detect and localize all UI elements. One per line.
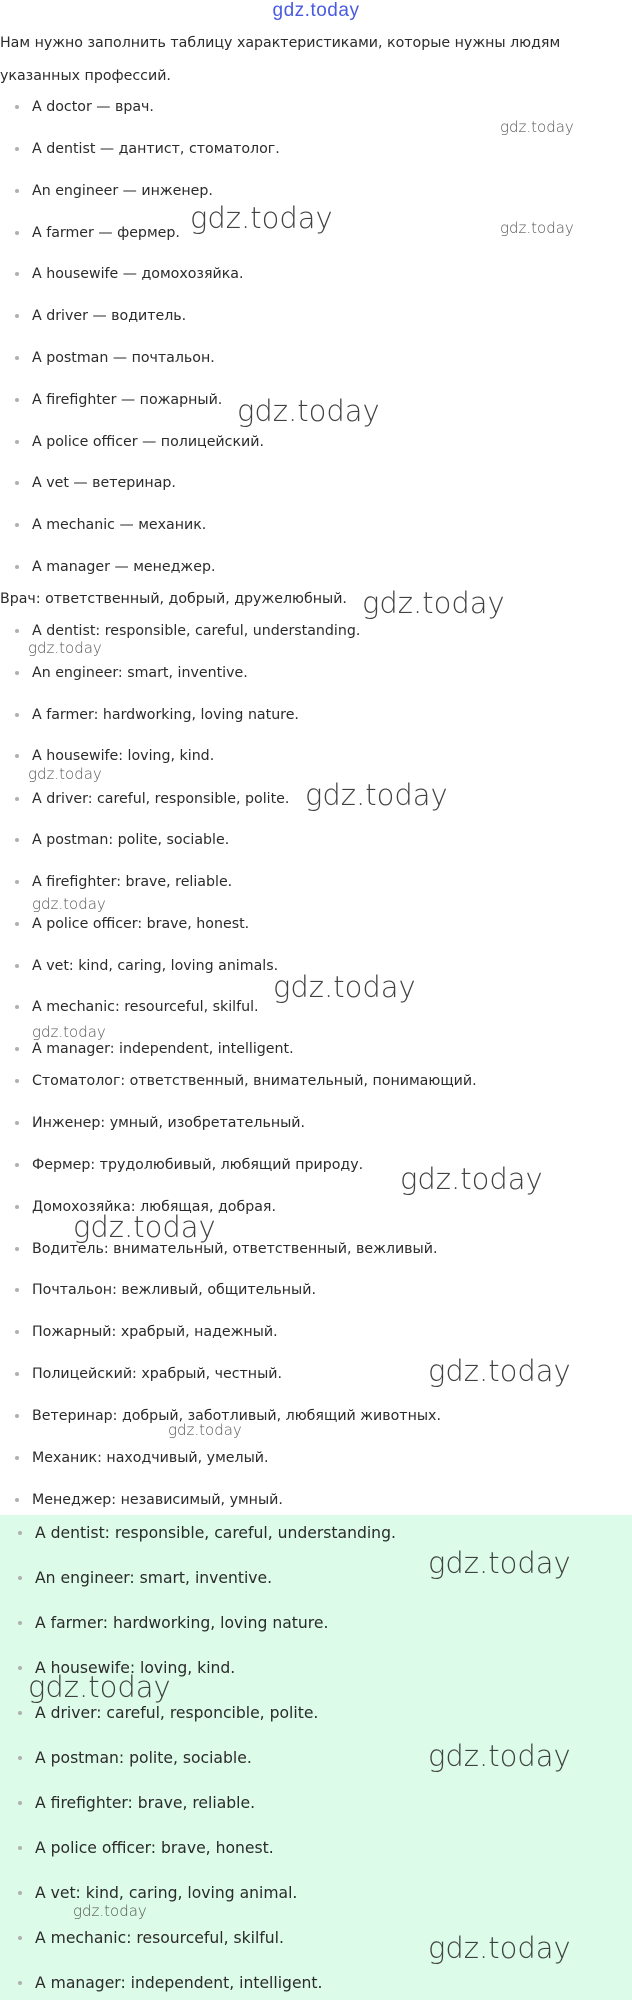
watermark: gdz.today bbox=[428, 1739, 571, 1773]
list-item: Механик: находчивый, умелый. bbox=[32, 1450, 269, 1466]
watermark: gdz.today bbox=[428, 1931, 571, 1965]
list-item: A farmer — фермер. bbox=[32, 225, 180, 241]
list-item: An engineer: smart, inventive. bbox=[35, 1569, 273, 1587]
watermark: gdz.today bbox=[28, 1670, 171, 1704]
watermark: gdz.today bbox=[73, 1210, 216, 1244]
list-item: A police officer: brave, honest. bbox=[32, 916, 250, 932]
list-item: A dentist: responsible, careful, understanding. bbox=[35, 1524, 396, 1542]
list-item: An engineer — инженер. bbox=[32, 183, 213, 199]
list-item: A vet — ветеринар. bbox=[32, 475, 176, 491]
list-item: A manager: independent, intelligent. bbox=[32, 1041, 294, 1057]
watermark: gdz.today bbox=[428, 1546, 571, 1580]
watermark: gdz.today bbox=[500, 118, 574, 136]
list-item: Ветеринар: добрый, заботливый, любящий животных. bbox=[32, 1408, 441, 1424]
list-item: Почтальон: вежливый, общительный. bbox=[32, 1282, 316, 1298]
list-item: A police officer — полицейский. bbox=[32, 434, 264, 450]
list-item: A dentist — дантист, стоматолог. bbox=[32, 141, 280, 157]
list-item: A vet: kind, caring, loving animals. bbox=[32, 958, 279, 974]
list-item: A postman: polite, sociable. bbox=[32, 832, 230, 848]
list-item: A housewife: loving, kind. bbox=[35, 1659, 236, 1677]
watermark: gdz.today bbox=[28, 639, 102, 657]
list-item: Пожарный: храбрый, надежный. bbox=[32, 1324, 278, 1340]
list-item: A housewife — домохозяйка. bbox=[32, 266, 244, 282]
list-item: A postman — почтальон. bbox=[32, 350, 215, 366]
list-item: A manager: independent, intelligent. bbox=[35, 1974, 323, 1992]
list-item: Инженер: умный, изобретательный. bbox=[32, 1115, 306, 1131]
doctor-line: Врач: ответственный, добрый, дружелюбный. bbox=[0, 591, 347, 607]
watermark: gdz.today bbox=[428, 1354, 571, 1388]
list-item: A housewife: loving, kind. bbox=[32, 748, 215, 764]
list-item: A mechanic — механик. bbox=[32, 517, 207, 533]
list-item: A driver: careful, responsible, polite. bbox=[32, 791, 290, 807]
watermark: gdz.today bbox=[190, 201, 333, 235]
list-item: A firefighter — пожарный. bbox=[32, 392, 223, 408]
list-item: A manager — менеджер. bbox=[32, 559, 216, 575]
watermark: gdz.today bbox=[28, 765, 102, 783]
site-logo[interactable]: gdz.today bbox=[272, 0, 360, 21]
list-item: Водитель: внимательный, ответственный, вежливый. bbox=[32, 1241, 438, 1257]
list-item: A doctor — врач. bbox=[32, 99, 154, 115]
watermark: gdz.today bbox=[273, 970, 416, 1004]
list-item: A farmer: hardworking, loving nature. bbox=[32, 707, 299, 723]
list-item: A driver: careful, responcible, polite. bbox=[35, 1704, 319, 1722]
list-item: Менеджер: независимый, умный. bbox=[32, 1492, 283, 1508]
list-item: A firefighter: brave, reliable. bbox=[32, 874, 233, 890]
watermark: gdz.today bbox=[32, 895, 106, 913]
watermark: gdz.today bbox=[237, 394, 380, 428]
list-item: A postman: polite, sociable. bbox=[35, 1749, 252, 1767]
list-item: A mechanic: resourceful, skilful. bbox=[32, 999, 259, 1015]
watermark: gdz.today bbox=[32, 1023, 106, 1041]
watermark: gdz.today bbox=[73, 1902, 147, 1920]
list-item: A firefighter: brave, reliable. bbox=[35, 1794, 256, 1812]
watermark: gdz.today bbox=[500, 219, 574, 237]
watermark: gdz.today bbox=[305, 778, 448, 812]
list-item: Полицейский: храбрый, честный. bbox=[32, 1366, 283, 1382]
watermark: gdz.today bbox=[400, 1162, 543, 1196]
list-item: Фермер: трудолюбивый, любящий природу. bbox=[32, 1157, 364, 1173]
intro-text: Нам нужно заполнить таблицу характеристиками, которые нужны людям указанных профессий. bbox=[0, 35, 561, 84]
list-item: A mechanic: resourceful, skilful. bbox=[35, 1929, 284, 1947]
list-item: Стоматолог: ответственный, внимательный, понимающий. bbox=[32, 1073, 477, 1089]
list-item: An engineer: smart, inventive. bbox=[32, 665, 248, 681]
list-item: A dentist: responsible, careful, understanding. bbox=[32, 623, 361, 639]
list-item: A police officer: brave, honest. bbox=[35, 1839, 274, 1857]
list-item: A driver — водитель. bbox=[32, 308, 187, 324]
list-item: A vet: kind, caring, loving animal. bbox=[35, 1884, 298, 1902]
list-item: Домохозяйка: любящая, добрая. bbox=[32, 1199, 276, 1215]
list-item: A farmer: hardworking, loving nature. bbox=[35, 1614, 329, 1632]
watermark: gdz.today bbox=[168, 1421, 242, 1439]
watermark: gdz.today bbox=[362, 586, 505, 620]
